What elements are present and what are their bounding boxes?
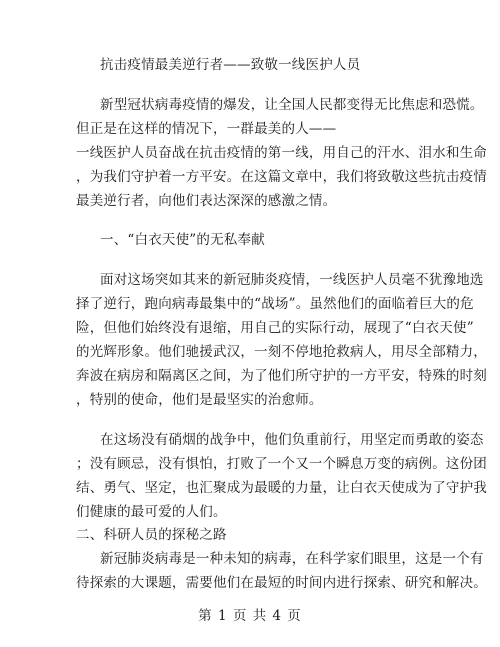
section-1-para-1-line-2: 择了逆行，跑向病毒最集中的“战场”。虽然他们的面临着巨大的危 <box>76 296 474 312</box>
section-1-para-2-line-1: 在这场没有硝烟的战争中，他们负重前行，用坚定而勇敢的姿态 <box>100 432 484 448</box>
section-1-para-1-line-3: 险，但他们始终没有退缩，用自己的实际行动，展现了“白衣天使” <box>76 320 474 336</box>
section-1-para-2-line-2: ；没有顾忌，没有惧怕，打败了一个又一个瞬息万变的病例。这份团 <box>76 456 487 472</box>
document-title: 抗击疫情最美逆行者——致敬一线医护人员 <box>100 57 361 73</box>
section-2-heading: 二、科研人员的探秘之路 <box>76 527 227 543</box>
section-1-para-2-line-4: 们健康的最可爱的人们。 <box>76 504 227 520</box>
page-number-footer: 第 1 页 共 4 页 <box>198 608 302 624</box>
section-1-heading: 一、“白衣天使”的无私奉献 <box>100 232 265 248</box>
intro-line-2: 但正是在这样的情况下，一群最美的人—— <box>76 121 337 137</box>
section-1-para-1-line-4: 的光辉形象。他们驰援武汉，一刻不停地抢救病人，用尽全部精力， <box>76 344 487 360</box>
section-1-para-1-line-6: ，特别的使命，他们是最坚实的治愈师。 <box>76 392 323 408</box>
section-2-para-1-line-1: 新冠肺炎病毒是一种未知的病毒，在科学家们眼里，这是一个有 <box>100 551 484 567</box>
section-1-para-1-line-5: 奔波在病房和隔离区之间，为了他们所守护的一方平安，特殊的时刻 <box>76 368 487 384</box>
section-1-para-2-line-3: 结、勇气、坚定，也汇聚成为最暖的力量，让白衣天使成为了守护我 <box>76 480 487 496</box>
section-1-para-1-line-1: 面对这场突如其来的新冠肺炎疫情，一线医护人员毫不犹豫地选 <box>100 272 484 288</box>
intro-line-1: 新型冠状病毒疫情的爆发，让全国人民都变得无比焦虑和恐慌。 <box>100 97 484 113</box>
intro-line-5: 最美逆行者，向他们表达深深的感激之情。 <box>76 193 337 209</box>
section-2-para-1-line-2: 待探索的大课题，需要他们在最短的时间内进行探索、研究和解决。 <box>76 575 487 591</box>
intro-line-4: ，为我们守护着一方平安。在这篇文章中，我们将致敬这些抗击疫情 <box>76 169 487 185</box>
intro-line-3: 一线医护人员奋战在抗击疫情的第一线，用自己的汗水、泪水和生命 <box>76 145 487 161</box>
